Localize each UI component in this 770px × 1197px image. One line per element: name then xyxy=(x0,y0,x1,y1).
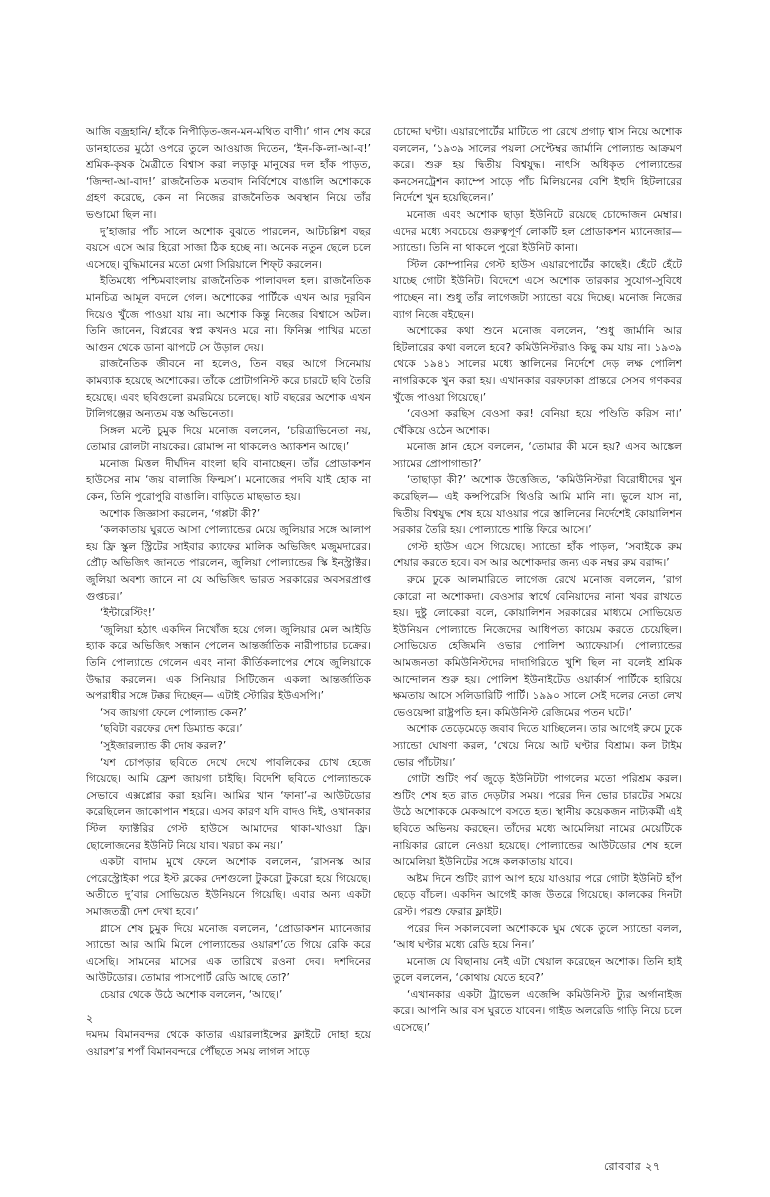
paragraph: ‘এখানকার একটা ট্রাভেল এজেন্সি কমিউনিস্ট ট্যুর অর্গানাইজ করে। আপনি আর বস ঘুরতে যাবেন। গাইড অলরেডি গাড়ি নিয়ে চলে এসেছে।’ xyxy=(393,988,682,1035)
paragraph: অশোকের কথা শুনে মনোজ বললেন, ‘শুধু জার্মানি আর হিটলারের কথা বললে হবে? কমিউনিস্টরাও কিছু কম যায় না। ১৯৩৯ থেকে ১৯৪১ সালের মধ্যে স্তালিনের নির্দেশে দেড় লক্ষ পোলিশ নাগরিককে খুন করা হয়। এখানকার বরফঢাকা প্রান্তরে সেসব গণকবর খুঁজে পাওয়া গিয়েছে।’ xyxy=(393,325,682,404)
paragraph: ‘সুইজারল্যান্ড কী দোষ করল?’ xyxy=(100,739,227,752)
paragraph: মনোজ মিত্তল দীর্ঘদিন বাংলা ছবি বানাচ্ছেন। তাঁর প্রোডাকশন হাউসের নাম ‘জয় বালাজি ফিল্মস’। মনোজের পদবি যাই হোক না কেন, তিনি পুরোপুরি বাঙালি। বাড়িতে মাছভাত হয়। xyxy=(86,457,371,504)
paragraph: ইতিমধ্যে পশ্চিমবাংলায় রাজনৈতিক পালাবদল হল। রাজনৈতিক মানচিত্র আমূল বদলে গেল। অশোকের পার্টিকে এখন আর দূরবিন দিয়েও খুঁজে পাওয়া যায় না। অশোক কিন্তু নিজের বিশ্বাসে অটল। তিনি জানেন, বিপ্লবের স্বপ্ন কখনও মরে না। ফিনিক্স পাখির মতো আগুন থেকে ডানা ঝাপটে সে উড়াল দেয়। xyxy=(86,275,371,354)
paragraph: গেস্ট হাউস এসে গিয়েছে। স্যান্ডো হাঁক পাড়ল, ‘সবাইকে রুম শেয়ার করতে হবে। বস আর অশোকদার জন্য এক নম্বর রুম বরাদ্দ।’ xyxy=(393,540,682,570)
left-text-column xyxy=(86,124,371,1154)
paragraph: পরের দিন সকালবেলা অশোককে ঘুম থেকে তুলে স্যান্ডো বলল, ‘আধ ঘণ্টার মধ্যে রেডি হয়ে নিন।’ xyxy=(393,922,682,952)
paragraph: মনোজ ম্লান হেসে বললেন, ‘তোমার কী মনে হয়? এসব আঙ্কেল স্যামের প্রোপাগান্ডা?’ xyxy=(393,441,682,470)
paragraph: ‘সব জায়গা ফেলে পোল্যান্ড কেন?’ xyxy=(100,706,247,719)
paragraph: গ্লাসে শেষ চুমুক দিয়ে মনোজ বললেন, ‘প্রোডাকশন ম্যানেজার স্যান্ডো আর আমি মিলে পোল্যান্ডের ওয়ারশ’তে গিয়ে রেকি করে এসেছি। সামনের মাসের এক তারিখে রওনা দেব। দশদিনের আউটডোর। তোমার পাসপোর্ট রেডি আছে তো?’ xyxy=(86,922,371,985)
paragraph: রাজনৈতিক জীবনে না হলেও, তিন বছর আগে সিনেমায় কামব্যাক হয়েছে অশোকের। তাঁকে প্রোটাগনিস্ট করে চারটে ছবি তৈরি হয়েছে। এবং ছবিগুলো রমরমিয়ে চলেছে। ষাট বছরের অশোক এখন টালিগঞ্জের অন্যতম বস্ত অভিনেতা। xyxy=(86,358,371,421)
page-footer: রোববার ২৭ xyxy=(604,1160,661,1173)
paragraph: ‘ইন্টারেস্টিং!’ xyxy=(100,607,156,620)
paragraph: সিঙ্গল মল্টে চুমুক দিয়ে মনোজ বললেন, ‘চরিত্রাভিনেতা নয়, তোমার রোলটা নায়কের। রোমান্স না থাকলেও অ্যাকশন আছে।’ xyxy=(86,424,371,454)
paragraph: একটা বাদাম মুখে ফেলে অশোক বললেন, ‘রাসনস্ক আর পেরেস্ট্রোইকা পরে ইস্ট ব্লকের দেশগুলো টুকরো টুকরো হয়ে গিয়েছে। অতীতে দু’বার সোভিয়েত ইউনিয়নে গিয়েছি। এবার অন্য একটা সমাজতন্ত্রী দেশ দেখা হবে।’ xyxy=(86,856,371,918)
paragraph: দু’হাজার পাঁচ সালে অশোক বুঝতে পারলেন, আটচল্লিশ বছর বয়সে এসে আর হিরো সাজা ঠিক হচ্ছে না। অনেক নতুন ছেলে চলে এসেছে। বুদ্ধিমানের মতো মেগা সিরিয়ালে শিফ্‌ট করলেন। xyxy=(86,225,371,271)
paragraph: ‘কলকাতায় ঘুরতে আসা পোল্যান্ডের মেয়ে জুলিয়ার সঙ্গে আলাপ হয় ফ্রি স্কুল স্ট্রিটের সাইবার ক্যাফের মালিক অভিজিৎ মজুমদারের। প্রৌঢ় অভিজিৎ জানতে পারলেন, জুলিয়া পোল্যান্ডের স্কি ইনস্ট্রাক্টর। জুলিয়া অবশ্য জানে না যে অভিজিৎ ভারত সরকারের অবসরপ্রাপ্ত গুপ্তচর।’ xyxy=(86,524,371,603)
paragraph: রুমে ঢুকে আলমারিতে লাগেজ রেখে মনোজ বললেন, ‘রাগ কোরো না অশোকদা। বেওসার স্বার্থে বেনিয়াদের নানা খবর রাখতে হয়। দুষ্টু লোকেরা বলে, কোয়ালিশন সরকারের মাধ্যমে সোভিয়েত ইউনিয়ন পোল্যান্ডে নিজেদের আধিপত্য কায়েম করতে চেয়েছিল। সোভিয়েত হেজিমনি ওভার পোলিশ অ্যাফেয়ার্স। পোল্যান্ডের আমজনতা কমিউনিস্টদের দাদাগিরিতে খুশি ছিল না বলেই শ্রমিক আন্দোলন শুরু হয়। পোলিশ ইউনাইটেড ওয়ার্কার্স পার্টিকে হারিয়ে ক্ষমতায় আসে সলিডারিটি পার্টি। ১৯৯০ সালে সেই দলের নেতা লেখ ভেওয়েন্সা রাষ্ট্রপতি হন। কমিউনিস্ট রেজিমের পতন ঘটে।’ xyxy=(393,574,682,719)
right-text-column xyxy=(393,124,682,1154)
paragraph: আজি বজ্রহানি/ হাঁকে নিপীড়িত-জন-মন-মথিত বাণী।’ গান শেষ করে ডানহাতের মুঠো ওপরে তুলে আওয়াজ দিতেন, ‘ইন-কি-লা-আ-ব!’ শ্রমিক-কৃষক মৈত্রীতে বিশ্বাস করা লড়াকু মানুষের দল হাঁক পাড়ত, ‘জিন্দা-আ-বাদ!’ রাজনৈতিক মতবাদ নির্বিশেষে বাঙালি অশোককে গ্রহণ করেছে, কেন না নিজের রাজনৈতিক অবস্থান নিয়ে তাঁর ভণ্ডামো ছিল না। xyxy=(86,126,371,221)
paragraph: মনোজ যে বিছানায় নেই এটা খেয়াল করেছেন অশোক। তিনি হাই তুলে বললেন, ‘কোথায় যেতে হবে?’ xyxy=(393,955,682,985)
section-number: ২ xyxy=(86,1012,94,1026)
paragraph: অশোক জিজ্ঞাসা করলেন, ‘গপ্পটা কী?’ xyxy=(100,507,261,520)
paragraph: অষ্টম দিনে শুটিং র‍্যাপ আপ হয়ে যাওয়ার পরে গোটা ইউনিট হাঁপ ছেড়ে বাঁচল। একদিন আগেই কাজ উতরে গিয়েছে। কালকের দিনটা রেস্ট। পরশু ফেরার ফ্লাইট। xyxy=(393,872,682,918)
paragraph: ‘যশ চোপড়ার ছবিতে দেখে দেখে পাবলিকের চোখ হেজে গিয়েছে। আমি ফ্রেশ জায়গা চাইছি। বিদেশি ছবিতে পোল্যান্ডকে সেভাবে এক্সপ্লোর করা হয়নি। আমির খান ‘ফানা’-র আউটডোর করেছিলেন জাকোপান শহরে। এসব কারণ যদি বাদও দিই, ওখানকার স্টিল ফ্যাক্টরির গেস্ট হাউসে আমাদের থাকা-খাওয়া ফ্রি। ছোলোজনের ইউনিট নিয়ে যাব। খরচা কম নয়।’ xyxy=(86,756,371,852)
paragraph: স্টিল কোম্পানির গেস্ট হাউস এয়ারপোর্টের কাছেই। হেঁটে হেঁটে যাচ্ছে গোটা ইউনিট। বিদেশে এসে অশোক তারকার সুযোগ-সুবিধে পাচ্ছেন না। শুধু তাঁর লাগেজটা স্যান্ডো বয়ে দিচ্ছে। মনোজ নিজের ব্যাগ নিজে বইছেন। xyxy=(393,258,682,321)
paragraph: চোদ্দো ঘণ্টা। এয়ারপোর্টের মাটিতে পা রেখে প্রগাঢ় শ্বাস নিয়ে অশোক বললেন, ‘১৯৩৯ সালের পয়লা সেপ্টেম্বর জার্মানি পোল্যান্ড আক্রমণ করে। শুরু হয় দ্বিতীয় বিশ্বযুদ্ধ। নাৎসি অধিকৃত পোল্যান্ডের কনসেনট্রেশন ক্যাম্পে সাড়ে পাঁচ মিলিয়নের বেশি ইহুদি হিটলারের নির্দেশে খুন হয়েছিলেন।’ xyxy=(393,126,682,205)
paragraph: চেয়ার থেকে উঠে অশোক বললেন, ‘আছে।’ xyxy=(100,988,283,1001)
paragraph: দমদম বিমানবন্দর থেকে কাতার এয়ারলাইন্সের ফ্লাইটে দোহা হয়ে ওয়ারশ’র শপাঁ বিমানবন্দরে পৌঁছতে সময় লাগল সাড়ে xyxy=(86,1029,371,1059)
paragraph: ‘ছবিটা বরফের দেশ ডিম্যান্ড করে।’ xyxy=(100,723,243,736)
paragraph: ‘তাছাড়া কী?’ অশোক উত্তেজিত, ‘কমিউনিস্টরা বিরোধীদের খুন করেছিল— এই কন্সপিরেসি থিওরি আমি মানি না। ভুলে যাস না, দ্বিতীয় বিশ্বযুদ্ধ শেষ হয়ে যাওয়ার পরে স্তালিনের নির্দেশেই কোয়ালিশন সরকার তৈরি হয়। পোল্যান্ডে শান্তি ফিরে আসে।’ xyxy=(393,474,682,537)
paragraph: ‘বেওসা করছিস বেওসা কর! বেনিয়া হয়ে পণ্ডিতি করিস না।’ খেঁকিয়ে ওঠেন অশোক। xyxy=(393,408,682,437)
paragraph: গোটা শুটিং পর্ব জুড়ে ইউনিটটা পাগলের মতো পরিশ্রম করল। শুটিং শেষ হত রাত দেড়টার সময়। পরের দিন ভোর চারটের সময়ে উঠে অশোককে মেকআপে বসতে হত। স্থানীয় কয়েকজন নাট্যকর্মী এই ছবিতে অভিনয় করছেন। তাঁদের মধ্যে আমেলিয়া নামের মেয়েটিকে নায়িকার রোলে নেওয়া হয়েছে। পোল্যান্ডের আউটডোর শেষ হলে আমেলিয়া ইউনিটের সঙ্গে কলকাতায় যাবে। xyxy=(393,773,682,869)
paragraph: ‘জুলিয়া হঠাৎ একদিন নিখোঁজ হয়ে গেল। জুলিয়ার মেল আইডি হ্যাক করে অভিজিৎ সন্ধান পেলেন আন্তর্জাতিক নারীপাচার চক্রের। তিনি পোল্যান্ডে গেলেন এবং নানা কীর্তিকলাপের শেষে জুলিয়াকে উদ্ধার করলেন। এক সিনিয়ার সিটিজেন একলা আন্তর্জাতিক অপরাধীর সঙ্গে টক্কর দিচ্ছেন— এটাই স্টোরির ইউএসপি।’ xyxy=(86,623,371,703)
paragraph: মনোজ এবং অশোক ছাড়া ইউনিটে রয়েছে চোদ্দোজন মেম্বার। এদের মধ্যে সবচেয়ে গুরুত্বপূর্ণ লোকটি হল প্রোডাকশন ম্যানেজার— স্যান্ডো। তিনি না থাকলে পুরো ইউনিট কানা। xyxy=(393,208,682,255)
paragraph: অশোক তেড়েমেড়ে জবাব দিতে যাচ্ছিলেন। তার আগেই রুমে ঢুকে স্যান্ডো ঘোষণা করল, ‘খেয়ে নিয়ে আট ঘণ্টার বিশ্রাম। কল টাইম ভোর পাঁচটায়।’ xyxy=(393,723,682,769)
